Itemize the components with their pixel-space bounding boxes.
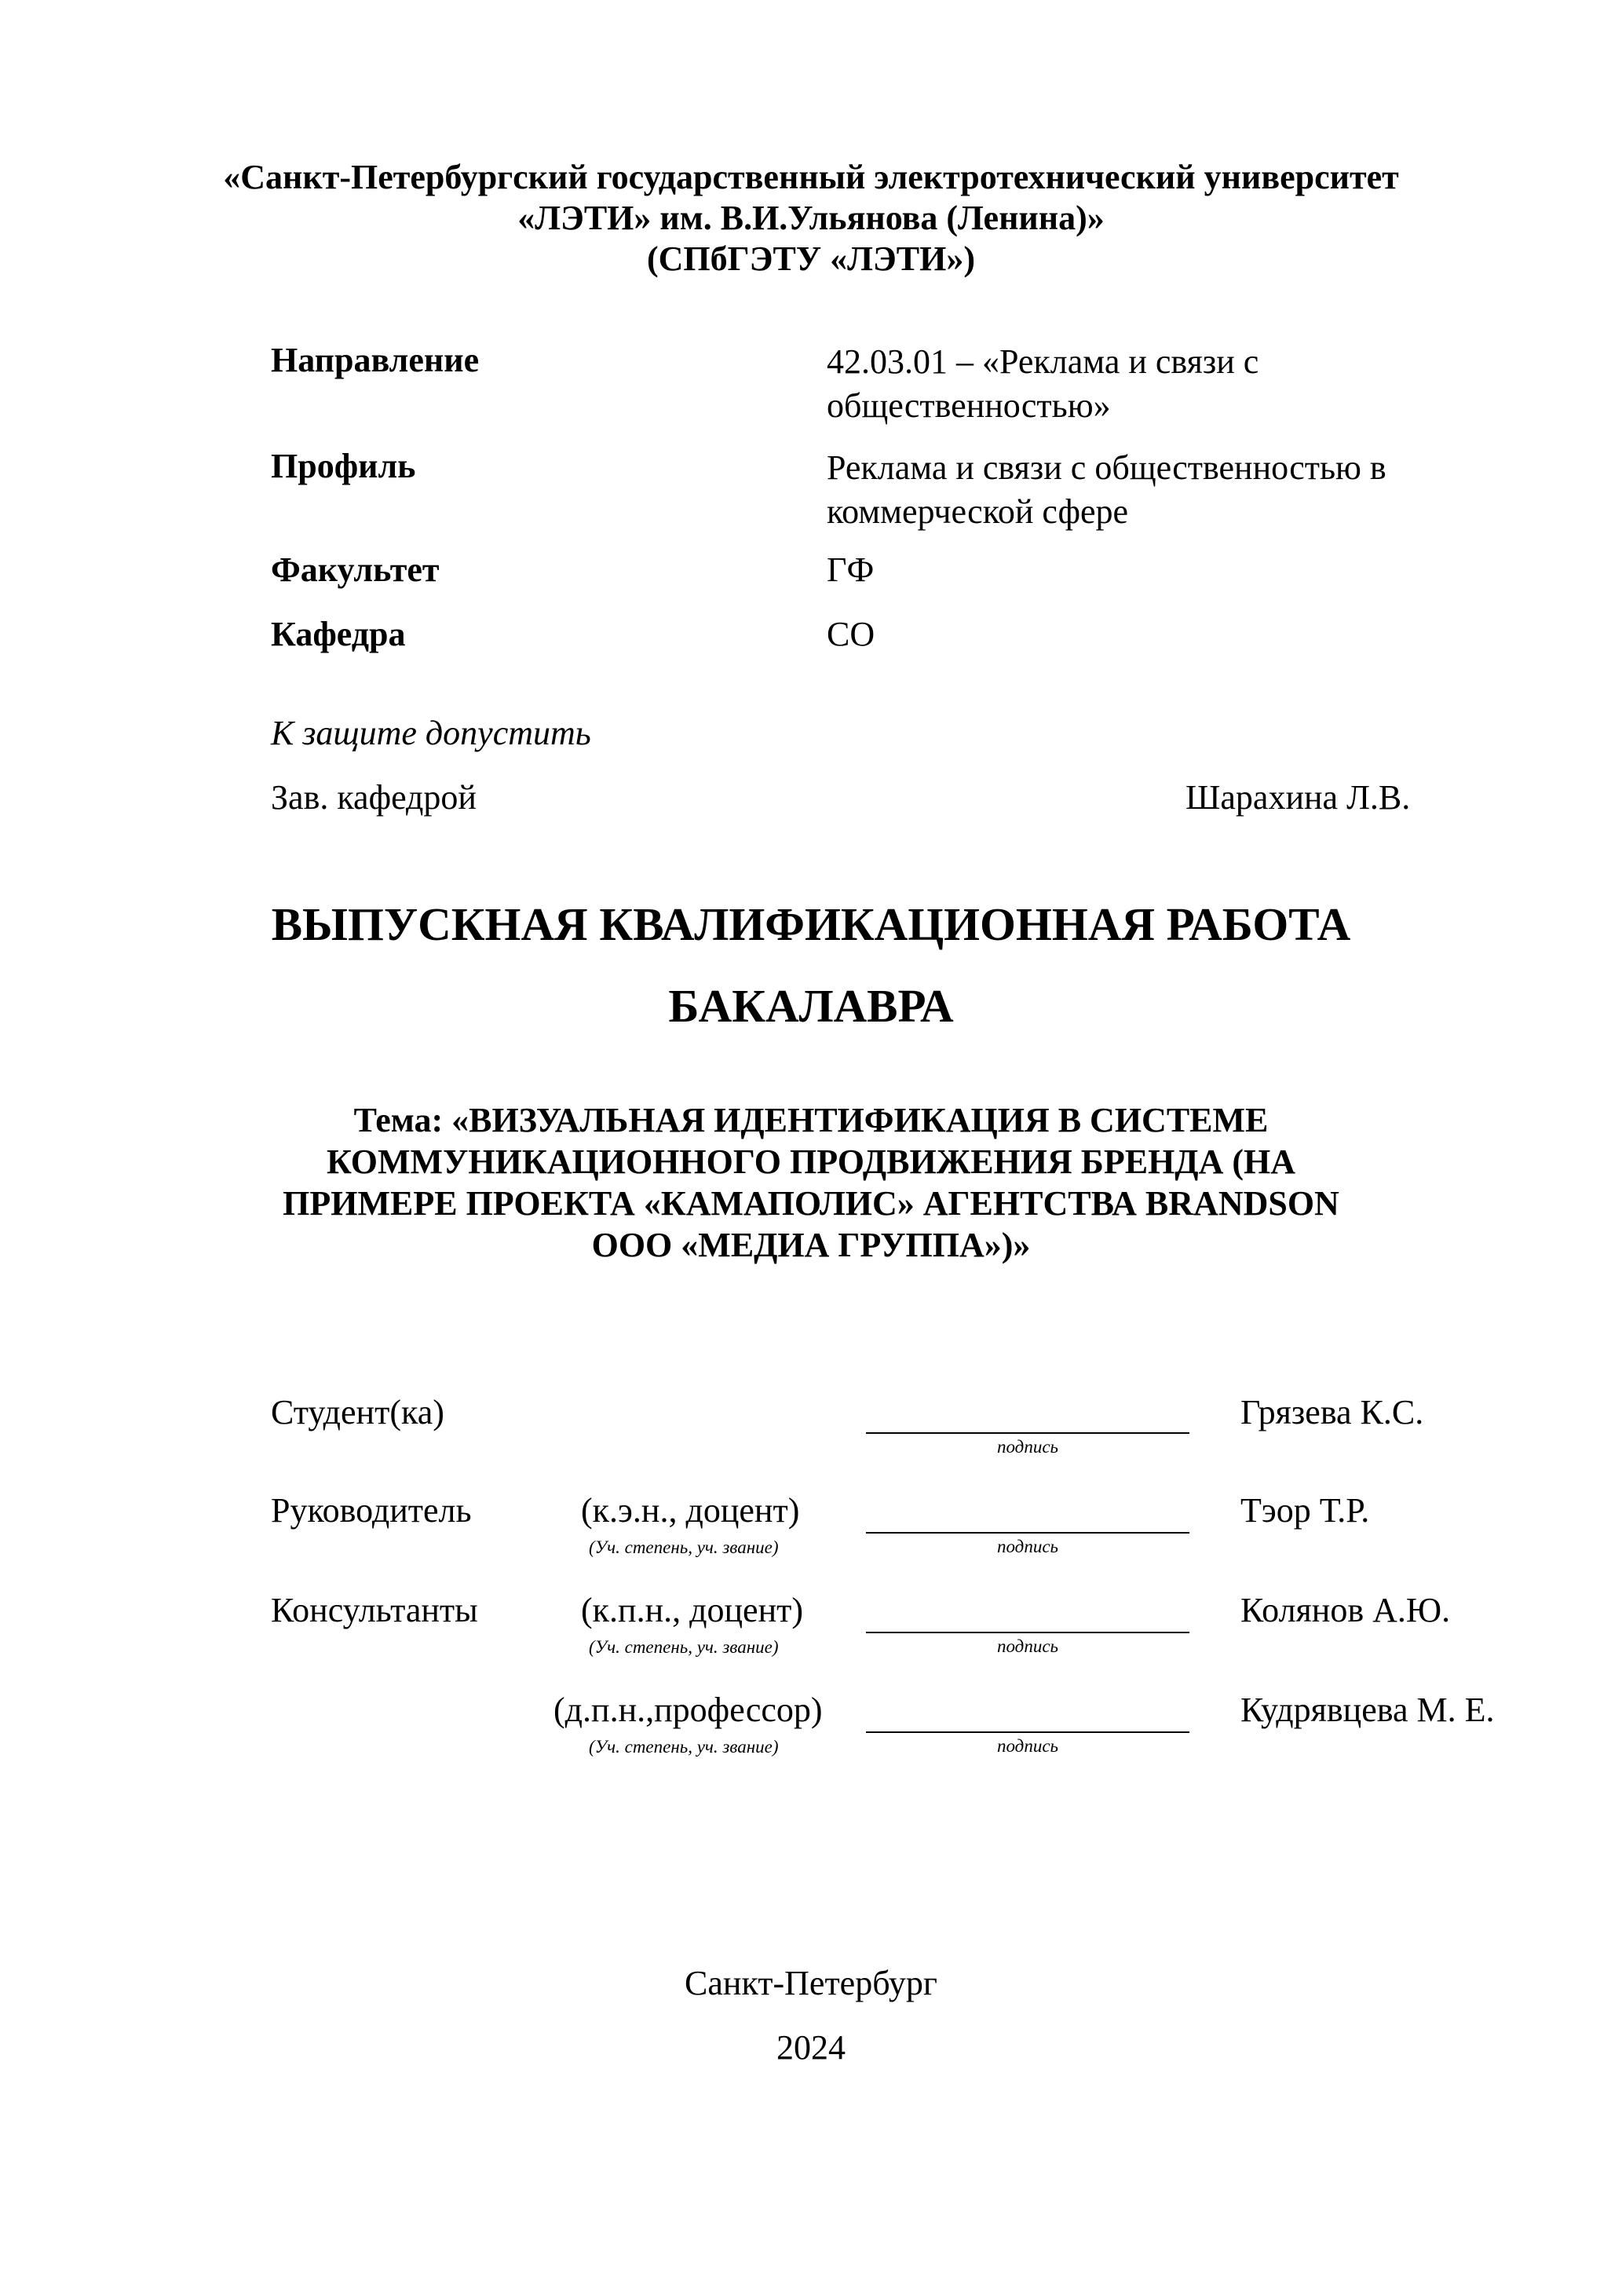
- footer-city: Санкт-Петербург: [685, 1964, 937, 2002]
- supervisor-name: Тэор Т.Р.: [1240, 1491, 1370, 1530]
- supervisor-degree-caption: (Уч. степень, уч. звание): [589, 1537, 779, 1557]
- footer-year: 2024: [776, 2028, 846, 2067]
- supervisor-signature-caption: подпись: [996, 1537, 1058, 1556]
- consultant1-signature-line: [866, 1632, 1189, 1633]
- direction-value: 42.03.01 – «Реклама и связи с общественностью»: [827, 342, 1259, 425]
- consultant1-name: Колянов А.Ю.: [1240, 1591, 1451, 1629]
- profile-label: Профиль: [271, 447, 416, 485]
- consultant2-degree: (д.п.н.,профессор): [553, 1691, 823, 1729]
- university-abbreviation: (СПбГЭТУ «ЛЭТИ»): [647, 239, 975, 278]
- department-value: СО: [827, 615, 875, 653]
- faculty-label: Факультет: [271, 550, 440, 589]
- consultant2-name: Кудрявцева М. Е.: [1240, 1691, 1495, 1729]
- consultant2-signature-caption: подпись: [996, 1736, 1058, 1756]
- student-role: Студент(ка): [271, 1393, 444, 1431]
- supervisor-degree: (к.э.н., доцент): [581, 1491, 800, 1530]
- consultant2-signature-line: [866, 1731, 1189, 1733]
- student-signature-caption: подпись: [996, 1437, 1058, 1457]
- consultant1-signature-caption: подпись: [996, 1636, 1058, 1656]
- consultant2-degree-caption: (Уч. степень, уч. звание): [589, 1737, 779, 1757]
- topic-line3: ПРИМЕРЕ ПРОЕКТА «КАМАПОЛИС» АГЕНТСТВА BRANDSON: [283, 1184, 1339, 1223]
- university-name-line1: «Санкт-Петербургский государственный электротехнический университет: [223, 158, 1399, 196]
- topic-line4: ООО «МЕДИА ГРУППА»)»: [591, 1226, 1031, 1264]
- topic-line1: Тема: «ВИЗУАЛЬНАЯ ИДЕНТИФИКАЦИЯ В СИСТЕМЕ: [353, 1101, 1269, 1139]
- faculty-value: ГФ: [827, 550, 875, 589]
- supervisor-signature-line: [866, 1532, 1189, 1534]
- consultant1-degree: (к.п.н., доцент): [581, 1591, 804, 1629]
- student-signature-line: [866, 1432, 1189, 1434]
- work-title-line1: ВЫПУСКНАЯ КВАЛИФИКАЦИОННАЯ РАБОТА: [271, 898, 1351, 950]
- university-name-line2: «ЛЭТИ» им. В.И.Ульянова (Ленина)»: [517, 199, 1105, 237]
- profile-value: Реклама и связи с общественностью в коммерческой сфере: [827, 448, 1386, 531]
- consultant1-degree-caption: (Уч. степень, уч. звание): [589, 1637, 779, 1657]
- student-name: Грязева К.С.: [1240, 1393, 1424, 1431]
- topic-line2: КОММУНИКАЦИОННОГО ПРОДВИЖЕНИЯ БРЕНДА (НА: [326, 1143, 1296, 1181]
- department-label: Кафедра: [271, 615, 406, 653]
- admit-to-defense: К защите допустить: [271, 714, 591, 752]
- head-of-department-name: Шарахина Л.В.: [1185, 778, 1411, 817]
- direction-label: Направление: [271, 341, 480, 379]
- consultants-role: Консультанты: [271, 1591, 478, 1629]
- supervisor-role: Руководитель: [271, 1491, 472, 1530]
- head-of-department-label: Зав. кафедрой: [271, 778, 477, 817]
- work-title-line2: БАКАЛАВРА: [668, 980, 954, 1032]
